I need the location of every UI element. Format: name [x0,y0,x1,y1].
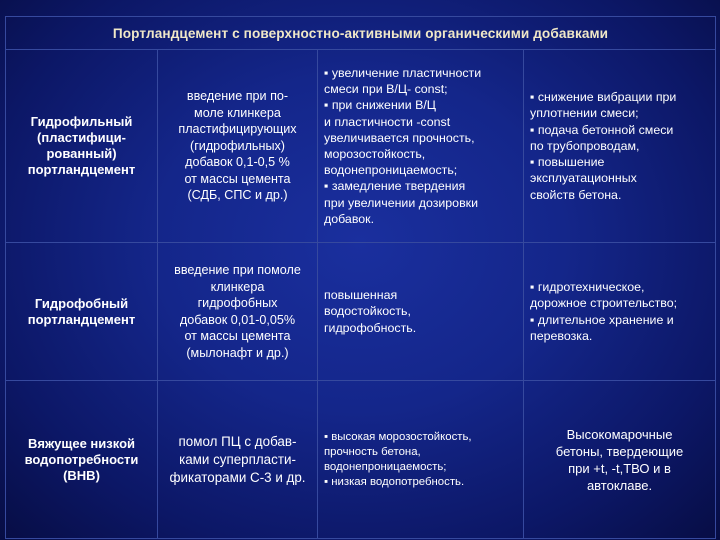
properties-cell [318,381,524,539]
category-line: рованный) [46,146,117,161]
property-line: ▪ увеличение пластичности [324,65,482,80]
application-line: уплотнении смеси; [530,106,639,121]
method-cell [158,381,318,539]
property-line: ▪ высокая морозостойкость, [324,430,472,443]
property-line: водостойкость, [324,304,411,319]
table-header-row [6,17,716,50]
method-line: введение при по- [186,89,289,104]
application-line: ▪ гидротехническое, [530,280,645,295]
category-line: портландцемент [27,162,136,177]
application-line: по трубопроводам, [530,138,640,153]
method-line: моле клинкера [194,105,281,120]
property-line: повышенная [324,288,398,303]
method-cell [158,243,318,381]
property-line: при увеличении дозировки [324,195,478,210]
method-line: (гидрофильных) [190,138,285,153]
category-line: Гидрофобный [34,295,129,311]
property-line: прочность бетона, [324,445,421,458]
table-row [6,50,716,243]
property-line: гидрофобность. [324,320,417,335]
table-row [6,381,716,539]
property-line: водонепроницаемость; [324,163,458,178]
property-line: добавок. [324,211,375,226]
method-line: введение при помоле [174,263,301,277]
property-line: ▪ при снижении В/Ц [324,98,436,113]
category-cell [6,381,158,539]
applications-cell [524,243,716,381]
application-line: Высокомарочные [566,426,673,442]
application-line: автоклаве. [586,477,653,493]
properties-cell [318,243,524,381]
property-line: смеси при В/Ц- const; [324,82,448,97]
method-line: помол ПЦ с добав- [178,433,297,449]
method-line: добавок 0,01-0,05% [179,312,296,327]
method-line: (мылонафт и др.) [186,345,289,360]
property-line: ▪ замедление твердения [324,179,466,194]
category-line: (пластифици- [37,130,126,145]
category-cell [6,50,158,243]
application-line: ▪ повышение [530,155,605,170]
applications-cell [524,381,716,539]
application-line: ▪ снижение вибрации при [530,90,677,105]
category-line: Вяжущее низкой [27,435,136,451]
method-cell [158,50,318,243]
property-line: морозостойкость, [324,147,426,161]
property-line: ▪ низкая водопотребность. [324,475,465,488]
method-line: добавок 0,1-0,5 % [185,155,290,170]
table-title: Портландцемент с поверхностно-активными органическими добавками [6,17,716,50]
method-line: гидрофобных [197,296,278,310]
cement-table [5,16,716,539]
application-line: при +t, -t,ТВО и в [568,460,671,476]
applications-cell [524,50,716,243]
property-line: увеличивается прочность, [324,130,475,145]
method-line: пластифицирующих [178,122,297,137]
method-line: (СДБ, СПС и др.) [187,188,288,203]
property-line: водонепроницаемость; [324,460,447,473]
application-line: ▪ подача бетонной смеси [530,122,674,137]
category-line: портландцемент [27,311,136,327]
method-line: ками суперпласти- [179,451,296,467]
property-line: и пластичности -const [324,114,451,129]
properties-cell [318,50,524,243]
category-line: Гидрофильный [30,114,133,129]
table-row [6,243,716,381]
method-line: от массы цемента [184,171,291,186]
method-line: фикаторами С-3 и др. [169,469,306,485]
method-line: клинкера [210,279,265,294]
application-line: дорожное строительство; [530,296,678,311]
category-cell [6,243,158,381]
category-line: (ВНВ) [63,467,100,483]
method-line: от массы цемента [184,329,291,343]
application-line: свойств бетона. [530,187,622,202]
application-line: перевозка. [530,328,593,343]
application-line: эксплуатационных [530,171,637,186]
category-line: водопотребности [24,451,139,467]
application-line: бетоны, твердеющие [555,443,684,459]
application-line: ▪ длительное хранение и [530,312,674,327]
